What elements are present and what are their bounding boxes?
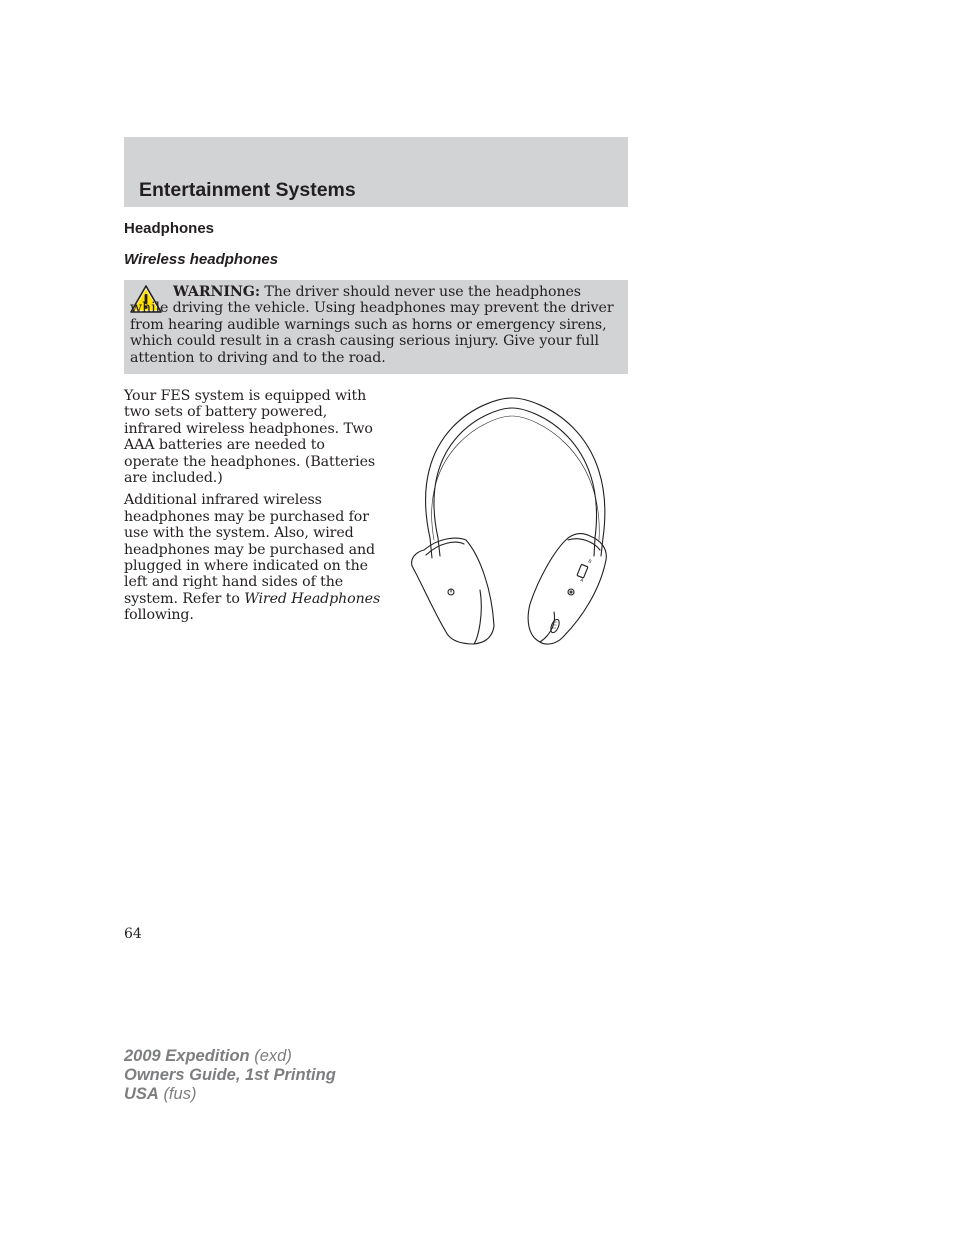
paragraph-text-end: following.: [124, 607, 194, 624]
subheading-wireless-headphones: Wireless headphones: [124, 251, 279, 268]
warning-box: [124, 280, 628, 374]
paragraph-additional-headphones: [124, 492, 382, 623]
power-button: [568, 589, 574, 595]
page-number: 64: [124, 926, 142, 942]
switch-label-a: A: [579, 577, 585, 584]
paragraph-fes-system: Your FES system is equipped with two sets of battery powered, infrared wireless headphones. Two AAA batteries are needed to operate the headphones. (Batteries are included.): [124, 388, 376, 487]
cross-reference-wired-headphones: Wired Headphones: [244, 590, 381, 607]
footer-guide: Owners Guide, 1st Printing: [124, 1066, 336, 1084]
section-title: Entertainment Systems: [139, 179, 356, 201]
paragraph-text: Additional infrared wireless headphones may be purchased for use with the system. Also, wired headphones may be purchased and plugged in where indicated on the left and right hand sides of the system. Refer to: [124, 492, 375, 607]
left-ear-cup: [412, 538, 494, 644]
footer-market-code: (fus): [163, 1085, 197, 1103]
footer-model-code: (exd): [254, 1047, 292, 1065]
footer-line-3: [124, 1085, 336, 1104]
body-text-column: [124, 388, 382, 630]
footer-model: 2009 Expedition: [124, 1047, 250, 1065]
switch-label-b: B: [587, 558, 593, 565]
headphones-illustration: [404, 390, 624, 648]
warning-text-block: [130, 284, 616, 366]
footer-line-2: [124, 1066, 336, 1085]
warning-label: WARNING:: [173, 284, 260, 300]
footer-market: USA: [124, 1085, 159, 1103]
heading-headphones: Headphones: [124, 220, 215, 237]
footer-line-1: [124, 1047, 336, 1066]
section-header-band: [124, 137, 628, 207]
headband-outer: [426, 398, 605, 538]
warning-text: The driver should never use the headphones while driving the vehicle. Using headphones may prevent the driver from hearing audible warnings such as horns or emergency sirens, which could result in a crash causing serious injury. Give your full attention to driving and to the road.: [130, 284, 614, 366]
channel-switch: [577, 564, 588, 578]
volume-wheel: [549, 618, 561, 634]
document-footer: [124, 1047, 336, 1104]
